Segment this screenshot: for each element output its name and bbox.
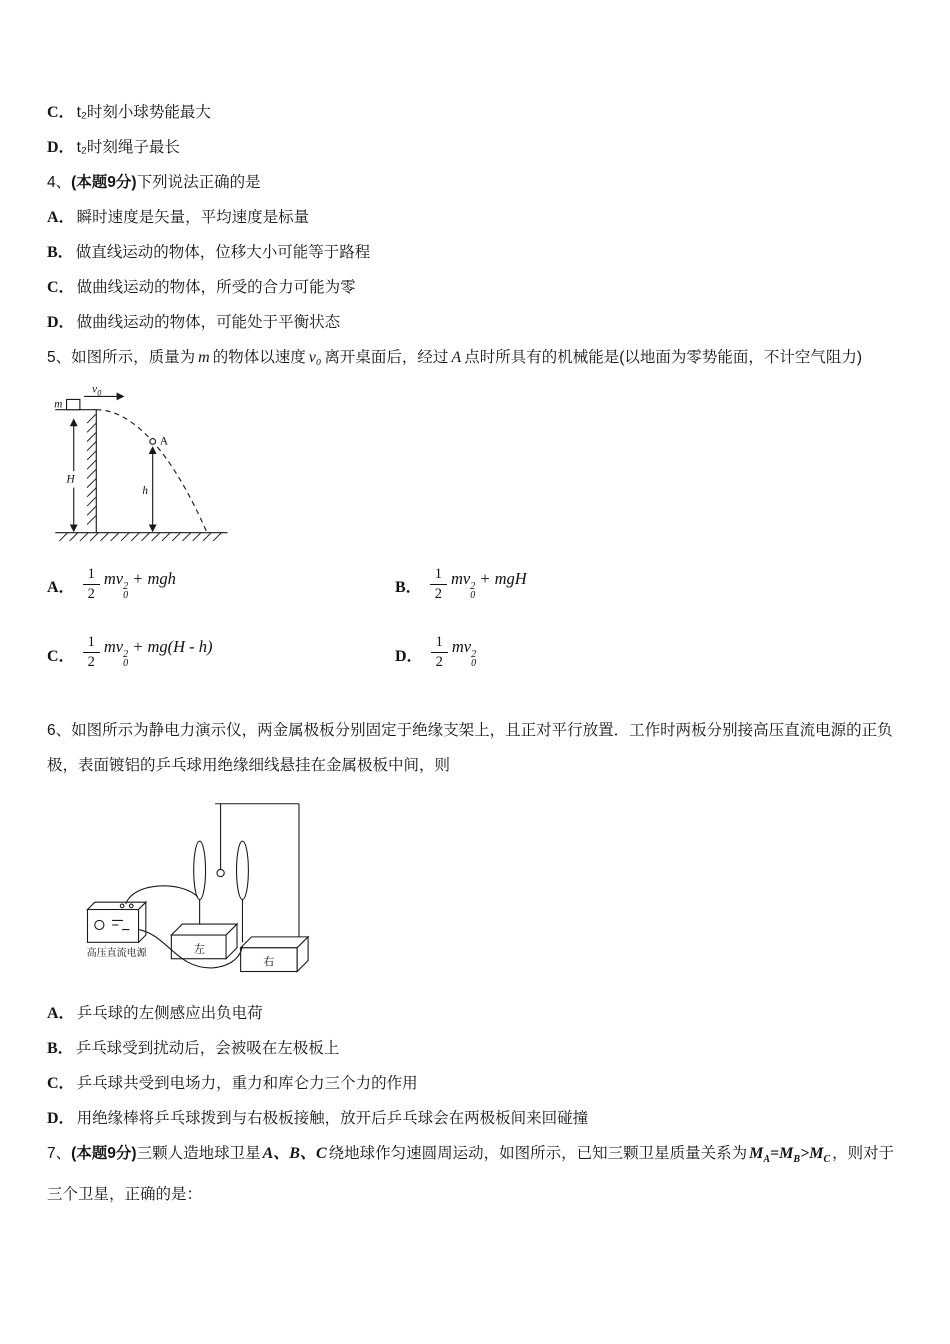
option-label: C．: [47, 647, 75, 665]
question-4-title: [47, 165, 905, 200]
fraction-one-half: $\frac{1}{2}$: [431, 634, 448, 670]
fraction-one-half: $\frac{1}{2}$: [83, 566, 100, 602]
option-label: D．: [47, 314, 75, 331]
option-5D: [395, 634, 743, 670]
fraction-one-half: $\frac{1}{2}$: [430, 566, 447, 602]
h-label: h: [142, 484, 149, 497]
option-6A: [47, 996, 905, 1031]
left-plate: [194, 841, 206, 899]
option-5C: [47, 634, 395, 670]
option-text: 做直线运动的物体，位移大小可能等于路程: [75, 244, 371, 261]
formula-expression: mv 2 0: [451, 637, 477, 670]
question-number: 7、: [47, 1144, 72, 1162]
question-6-title: [47, 713, 905, 783]
option-label: A．: [47, 579, 75, 597]
question-5-title: [47, 340, 905, 375]
mass-relation: $M_A=M_B>M_C$: [749, 1144, 831, 1165]
question-text: 离开桌面后，经过: [324, 349, 449, 366]
formula-expression: mv 2 0 + mg(H - h): [103, 637, 213, 670]
formula-row-1: [47, 566, 905, 602]
right-base-top: [241, 937, 308, 948]
option-label: B．: [395, 579, 422, 597]
option-text: 做曲线运动的物体，可能处于平衡状态: [76, 314, 341, 331]
option-label: A．: [47, 209, 75, 226]
option-text: 乒乓球受到扰动后，会被吸在左极板上: [75, 1039, 340, 1057]
question-7-title: [47, 1136, 905, 1212]
power-supply-label: 高压直流电源: [86, 947, 147, 959]
formula-expression: mv 2 0 + mgH: [450, 568, 527, 601]
question-text: 的物体以速度: [212, 349, 306, 366]
right-base-label: 右: [263, 955, 275, 968]
formula-expression: mv 2 0 + mgh: [103, 568, 176, 601]
question-text: 绕地球作匀速圆周运动，如图所示，已知三颗卫星质量关系为: [328, 1144, 748, 1162]
formula-row-2: [47, 634, 905, 670]
electrostatic-figure-svg: [69, 791, 343, 987]
option-label: C．: [47, 1074, 75, 1092]
power-supply-side: [139, 902, 146, 942]
symbol-A: A: [451, 349, 462, 366]
fraction-one-half: $\frac{1}{2}$: [83, 634, 100, 670]
option-6D: [47, 1101, 905, 1136]
option-label: D．: [395, 647, 423, 665]
m-label: m: [54, 398, 63, 411]
question-text: 下列说法正确的是: [136, 174, 261, 191]
option-text: 乒乓球共受到电场力，重力和库仑力三个力的作用: [76, 1074, 418, 1092]
question-text: 如图所示，质量为: [71, 349, 196, 366]
option-4A: [47, 200, 905, 235]
symbol-v0: v₀: [308, 349, 322, 366]
trajectory-dashed-curve: [96, 410, 207, 533]
figure-projectile-motion: [53, 381, 905, 548]
A-label: A: [159, 435, 168, 448]
ground-hatching: [59, 533, 221, 541]
option-label: D．: [47, 139, 75, 156]
option-text: 做曲线运动的物体，所受的合力可能为零: [76, 279, 356, 296]
H-label: H: [66, 473, 75, 486]
option-6C: [47, 1066, 905, 1101]
option-text: 乒乓球的左侧感应出负电荷: [76, 1004, 263, 1022]
option-label: C．: [47, 279, 75, 296]
option-6B: [47, 1031, 905, 1066]
satellite-names: A、B、C: [262, 1144, 327, 1162]
option-3D: [47, 130, 905, 165]
question-number: 5、: [47, 349, 72, 366]
question-number: 4、: [47, 174, 72, 191]
wall-hatching: [87, 414, 96, 525]
left-base-label: 左: [194, 943, 206, 956]
q5-formula-options: [47, 566, 905, 671]
symbol-m: m: [198, 349, 210, 366]
question-text: 点时所具有的机械能是(以地面为零势能面，不计空气阻力): [464, 349, 863, 366]
ping-pong-ball: [217, 869, 224, 876]
option-text: t₂时刻小球势能最大: [76, 104, 211, 121]
option-5A: [47, 566, 395, 602]
option-label: A．: [47, 1004, 75, 1022]
option-text: 瞬时速度是矢量，平均速度是标量: [76, 209, 310, 226]
option-4D: [47, 305, 905, 340]
question-text: 三颗人造地球卫星: [136, 1144, 261, 1162]
option-text: t₂时刻绳子最长: [76, 139, 180, 156]
option-label: C．: [47, 104, 75, 121]
option-4C: [47, 270, 905, 305]
option-label: D．: [47, 1109, 75, 1127]
block-m: [67, 399, 80, 409]
question-number: 6、: [47, 721, 72, 739]
v0-label: $v_0$: [92, 383, 102, 398]
option-text: 用绝缘棒将乒乓球拨到与右极板接触，放开后乒乓球会在两极板间来回碰撞: [76, 1109, 589, 1127]
option-5B: [395, 566, 743, 602]
option-label: B．: [47, 244, 74, 261]
question-points: (本题9分): [71, 174, 137, 191]
figure-electrostatic-demonstrator: [69, 791, 905, 992]
question-text: ，则对于三个卫星，正确的是：: [47, 1144, 895, 1203]
option-label: B．: [47, 1039, 74, 1057]
projectile-figure-svg: [53, 381, 238, 543]
power-supply-top: [87, 902, 145, 909]
point-A-marker: [150, 439, 156, 445]
right-plate: [237, 841, 249, 899]
question-points: (本题9分): [71, 1144, 137, 1162]
option-4B: [47, 235, 905, 270]
wire-to-left-plate: [126, 886, 198, 904]
option-3C: [47, 95, 905, 130]
question-text: 如图所示为静电力演示仪，两金属极板分别固定于绝缘支架上，且正对平行放置．工作时两板分别接高压直流电源的正负极，表面镀铝的乒乓球用绝缘细线悬挂在金属极板中间，则: [47, 721, 893, 774]
